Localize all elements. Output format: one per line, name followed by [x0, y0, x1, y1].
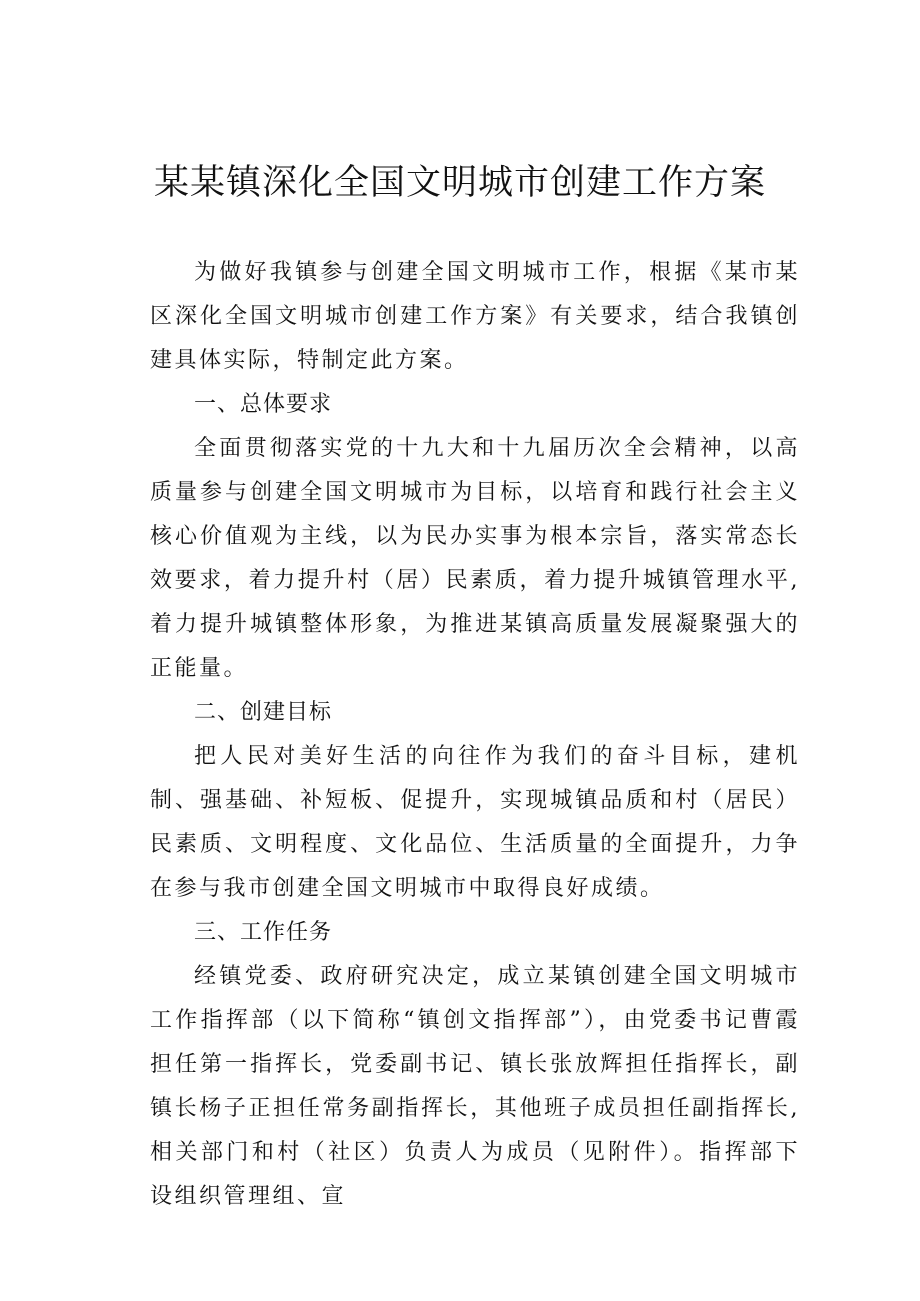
intro-paragraph: 为做好我镇参与创建全国文明城市工作，根据《某市某区深化全国文明城市创建工作方案》有关要求，结合我镇创建具体实际，特制定此方案。	[150, 260, 800, 373]
section-paragraph-creation-goals: 把人民对美好生活的向往作为我们的奋斗目标，建机制、强基础、补短板、促提升，实现城镇品质和村（居民）民素质、文明程度、文化品位、生活质量的全面提升，力争在参与我市创建全国文明城市中取得良好成绩。	[150, 744, 800, 901]
document-body	[150, 251, 800, 1219]
section-heading-creation-goals: 二、创建目标	[194, 700, 333, 725]
section-heading-work-tasks: 三、工作任务	[194, 920, 333, 945]
section-heading-overall-requirements: 一、总体要求	[194, 392, 333, 417]
section-paragraph-work-tasks: 经镇党委、政府研究决定，成立某镇创建全国文明城市工作指挥部（以下简称“镇创文指挥部”），由党委书记曹霞担任第一指挥长，党委副书记、镇长张放辉担任指挥长，副镇长杨子正担任常务副指挥长，其他班子成员担任副指挥长,相关部门和村（社区）负责人为成员（见附件）。指挥部下设组织管理组、宣	[150, 964, 800, 1209]
document-title: 某某镇深化全国文明城市创建工作方案	[153, 163, 766, 203]
section-paragraph-overall-requirements: 全面贯彻落实党的十九大和十九届历次全会精神，以高质量参与创建全国文明城市为目标，以培育和践行社会主义核心价值观为主线，以为民办实事为根本宗旨，落实常态长效要求，着力提升村（居）民素质，着力提升城镇管理水平,着力提升城镇整体形象，为推进某镇高质量发展凝聚强大的正能量。	[150, 436, 800, 681]
